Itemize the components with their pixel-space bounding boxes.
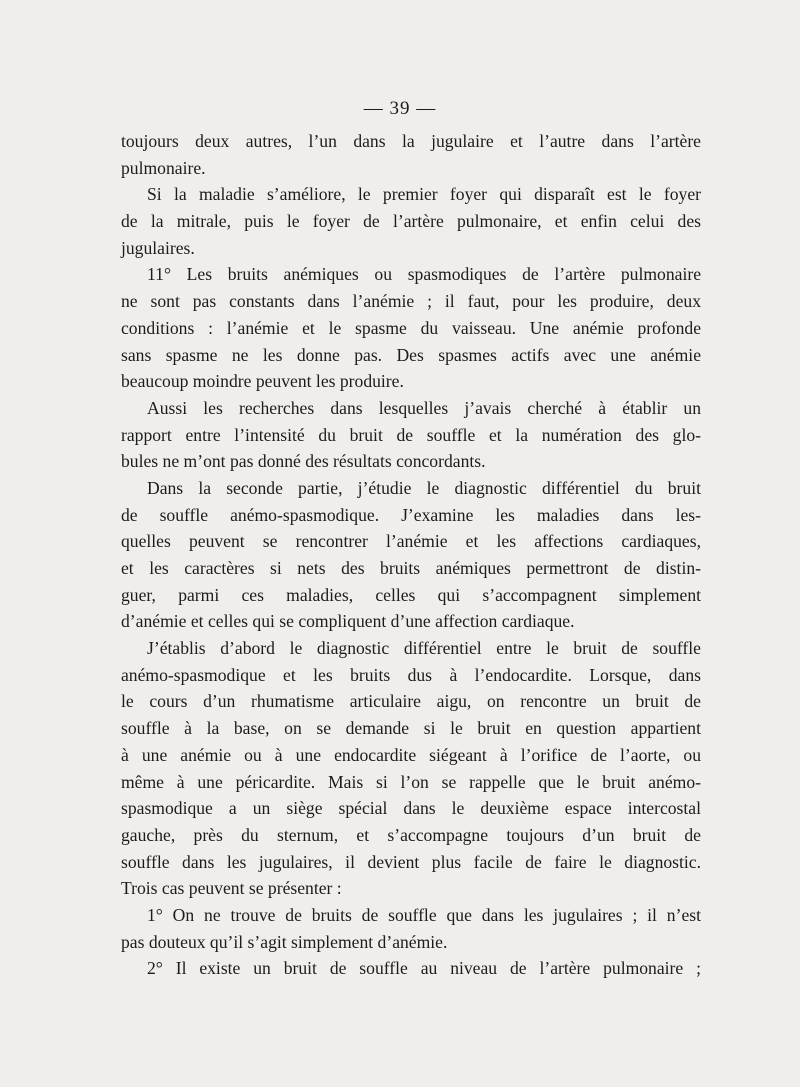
text-line: le cours d’un rhumatisme articulaire aigu, on rencontre un bruit de bbox=[121, 691, 701, 712]
text-line: de la mitrale, puis le foyer de l’artère pulmonaire, et enfin celui des bbox=[121, 211, 701, 232]
text-line: et les caractères si nets des bruits anémiques permettront de distin- bbox=[121, 558, 701, 578]
text-line: beaucoup moindre peuvent les produire. bbox=[121, 371, 404, 392]
text-line: 2° Il existe un bruit de souffle au niveau de l’artère pulmonaire ; bbox=[147, 958, 701, 979]
text-line: 1° On ne trouve de bruits de souffle que dans les jugulaires ; il n’est bbox=[147, 904, 701, 925]
text-line: Aussi les recherches dans lesquelles j’avais cherché à établir un bbox=[147, 397, 701, 418]
text-line: quelles peuvent se rencontrer l’anémie et les affections cardiaques, bbox=[121, 531, 701, 552]
text-line: pulmonaire. bbox=[121, 157, 206, 178]
text-line: jugulaires. bbox=[121, 237, 195, 258]
text-line: d’anémie et celles qui se compliquent d’une affection cardiaque. bbox=[121, 611, 575, 632]
text-line: anémo-spasmodique et les bruits dus à l’endocardite. Lorsque, dans bbox=[121, 664, 701, 685]
text-line: guer, parmi ces maladies, celles qui s’accompagnent simplement bbox=[121, 584, 701, 605]
text-line: souffle à la base, on se demande si le bruit en question appartient bbox=[121, 718, 701, 739]
text-line: même à une péricardite. Mais si l’on se rappelle que le bruit anémo- bbox=[121, 771, 701, 792]
text-line: rapport entre l’intensité du bruit de souffle et la numération des glo- bbox=[121, 424, 701, 445]
text-line: Dans la seconde partie, j’étudie le diagnostic différentiel du bruit bbox=[147, 477, 701, 498]
page-number: — 39 — bbox=[363, 98, 437, 119]
text-line: sans spasme ne les donne pas. Des spasmes actifs avec une anémie bbox=[121, 344, 701, 365]
text-line: gauche, près du sternum, et s’accompagne toujours d’un bruit de bbox=[121, 824, 701, 845]
text-line: 11° Les bruits anémiques ou spasmodiques de l’artère pulmonaire bbox=[147, 264, 701, 285]
text-line: bules ne m’ont pas donné des résultats concordants. bbox=[121, 451, 486, 472]
text-line: Trois cas peuvent se présenter : bbox=[121, 878, 342, 899]
text-line: conditions : l’anémie et le spasme du vaisseau. Une anémie profonde bbox=[121, 317, 701, 338]
text-line: à une anémie ou à une endocardite siégeant à l’orifice de l’aorte, ou bbox=[121, 744, 701, 765]
text-line: spasmodique a un siège spécial dans le deuxième espace intercostal bbox=[121, 798, 701, 819]
text-line: ne sont pas constants dans l’anémie ; il faut, pour les produire, deux bbox=[121, 291, 701, 312]
text-line: Si la maladie s’améliore, le premier foyer qui disparaît est le foyer bbox=[147, 184, 701, 205]
text-line: de souffle anémo-spasmodique. J’examine les maladies dans les- bbox=[121, 504, 701, 525]
text-line: toujours deux autres, l’un dans la jugulaire et l’autre dans l’artère bbox=[121, 131, 701, 151]
body-text bbox=[121, 128, 701, 982]
text-line: pas douteux qu’il s’agit simplement d’anémie. bbox=[121, 931, 448, 952]
text-line: souffle dans les jugulaires, il devient plus facile de faire le diagnostic. bbox=[121, 851, 701, 872]
text-line: J’établis d’abord le diagnostic différentiel entre le bruit de souffle bbox=[147, 638, 701, 659]
